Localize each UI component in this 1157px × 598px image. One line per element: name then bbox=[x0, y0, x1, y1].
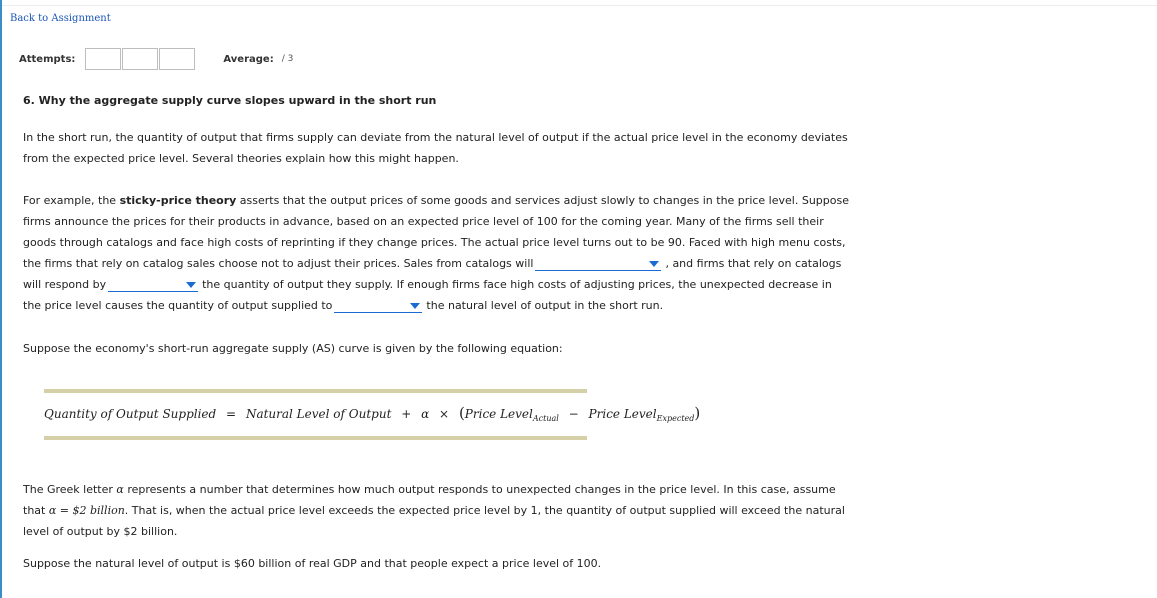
eq-minus: − bbox=[568, 407, 579, 421]
alpha-value: α = $2 billion bbox=[48, 504, 125, 517]
eq-times: × bbox=[439, 407, 450, 421]
sticky-text-3: , and firms that rely on catalogs will respond by bbox=[23, 257, 842, 291]
alpha-symbol: α bbox=[116, 483, 124, 496]
eq-equals: = bbox=[226, 407, 237, 421]
catalog-sales-dropdown[interactable] bbox=[535, 256, 661, 271]
alpha-text-2: represents a number that determines how much output responds to unexpected changes in the price level. In this case, assume that bbox=[23, 483, 836, 517]
eq-lhs: Quantity of Output Supplied bbox=[44, 407, 217, 421]
firms-response-dropdown[interactable] bbox=[108, 277, 198, 292]
chevron-down-icon bbox=[186, 282, 196, 288]
attempts-label: Attempts: bbox=[19, 53, 76, 65]
alpha-text-3: . That is, when the actual price level exceeds the expected price level by 1, the quantity of output supplied will exceed the natural level of output by $2 billion. bbox=[23, 504, 845, 538]
sticky-text-5: the natural level of output in the short run. bbox=[426, 299, 664, 312]
chevron-down-icon bbox=[649, 261, 659, 267]
average-label: Average: bbox=[223, 53, 274, 65]
sticky-text-4: the quantity of output they supply. If enough firms face high costs of adjusting prices, the unexpected decrease in the price level causes the quantity of output supplied to bbox=[23, 278, 832, 312]
alpha-text-1: The Greek letter bbox=[23, 483, 117, 496]
output-supplied-dropdown[interactable] bbox=[334, 298, 422, 313]
attempt-box-1 bbox=[85, 48, 121, 70]
attempt-box-2 bbox=[122, 48, 158, 70]
sticky-price-paragraph bbox=[23, 190, 853, 316]
alpha-paragraph bbox=[23, 479, 853, 542]
equation-band-bottom bbox=[44, 436, 587, 440]
attempt-box-3 bbox=[159, 48, 195, 70]
eq-price-level-actual bbox=[465, 407, 559, 421]
eq-natural-level: Natural Level of Output bbox=[245, 407, 392, 421]
eq-expected-subscript: Expected bbox=[656, 414, 695, 423]
as-intro-paragraph: Suppose the economy's short-run aggregate supply (AS) curve is given by the following equation: bbox=[23, 342, 563, 355]
eq-close-paren: ) bbox=[694, 404, 701, 422]
sticky-text-1: For example, the bbox=[23, 194, 120, 207]
sticky-price-theory-term: sticky-price theory bbox=[119, 194, 237, 207]
eq-alpha: α bbox=[421, 407, 430, 421]
sticky-text-2: asserts that the output prices of some goods and services adjust slowly to changes in the price level. Suppose firms announce the prices for their products in advance, based on an expected price level of 100 for the coming year. Many of the firms sell their goods through catalogs and face high costs of reprinting if they change prices. The actual price level turns out to be 90. Faced with high menu costs, the firms that rely on catalog sales choose not to adjust their prices. Sales from catalogs will bbox=[23, 194, 849, 270]
eq-open-paren: ( bbox=[458, 404, 465, 422]
equation-band-top bbox=[44, 389, 587, 393]
eq-price-level-text: Price Level bbox=[464, 407, 533, 421]
attempt-boxes bbox=[85, 48, 196, 70]
eq-price-level-text-2: Price Level bbox=[588, 407, 657, 421]
natural-level-paragraph: Suppose the natural level of output is $60 billion of real GDP and that people expect a price level of 100. bbox=[23, 557, 602, 570]
eq-price-level-expected bbox=[589, 407, 695, 421]
left-accent-bar bbox=[0, 0, 2, 598]
eq-plus: + bbox=[401, 407, 412, 421]
average-value: / 3 bbox=[281, 54, 294, 64]
attempts-row bbox=[19, 47, 293, 71]
question-title: 6. Why the aggregate supply curve slopes upward in the short run bbox=[23, 94, 437, 107]
chevron-down-icon bbox=[410, 303, 420, 309]
back-to-assignment-link[interactable]: Back to Assignment bbox=[10, 13, 111, 24]
as-equation bbox=[44, 404, 700, 423]
eq-actual-subscript: Actual bbox=[532, 414, 559, 423]
intro-paragraph: In the short run, the quantity of output that firms supply can deviate from the natural level of output if the actual price level in the economy deviates from the expected price level. Several theories explain how this might happen. bbox=[23, 131, 848, 165]
top-divider bbox=[0, 5, 1157, 6]
